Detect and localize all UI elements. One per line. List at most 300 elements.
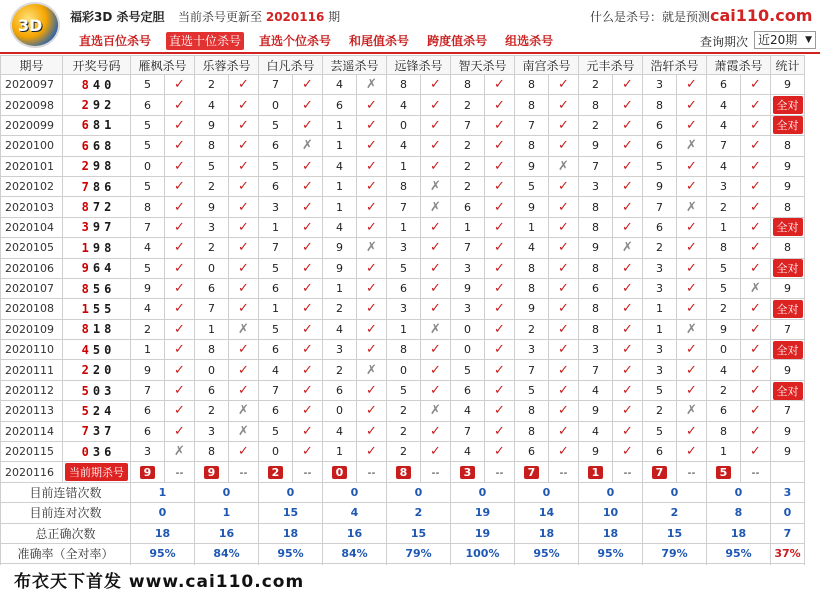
pick-cell: 1 <box>643 299 677 319</box>
issue-cell: 2020105 <box>1 238 63 258</box>
pick-cell: 9 <box>579 442 613 462</box>
pick-cell: 8 <box>387 176 421 196</box>
tab-5[interactable]: 组选杀号 <box>505 34 554 48</box>
pick-cell: 4 <box>387 136 421 156</box>
pick-cell: 4 <box>323 217 357 237</box>
pick-cell: 2 <box>387 421 421 441</box>
check-icon: ✓ <box>293 421 323 441</box>
draw-digit: 5 <box>92 342 101 357</box>
table-row <box>1 75 805 95</box>
check-icon: ✓ <box>421 340 451 360</box>
check-icon: ✓ <box>229 156 259 176</box>
stats-row <box>1 523 805 543</box>
draw-digit: 9 <box>92 159 101 174</box>
check-icon: ✓ <box>613 197 643 217</box>
current-pick-cell <box>131 462 165 482</box>
check-icon: ✓ <box>485 115 515 135</box>
stats-label: 目前连错次数 <box>1 482 131 502</box>
pick-cell: 3 <box>643 75 677 95</box>
pick-cell: 5 <box>643 156 677 176</box>
pick-cell: 7 <box>131 217 165 237</box>
logo <box>10 2 60 48</box>
check-icon: ✓ <box>357 176 387 196</box>
pick-cell: 4 <box>323 156 357 176</box>
column-header: 远锋杀号 <box>387 56 451 75</box>
stats-value: 0 <box>515 482 579 502</box>
draw-digit: 2 <box>92 363 101 378</box>
table-row <box>1 217 805 237</box>
query-label: 查询期次 <box>700 35 749 49</box>
check-icon: ✓ <box>421 278 451 298</box>
table-row <box>1 156 805 176</box>
pick-cell: 2 <box>195 238 229 258</box>
stats-value: 0 <box>451 482 515 502</box>
draw-digit: 1 <box>92 322 101 337</box>
check-icon: ✓ <box>229 115 259 135</box>
draw-digit: 3 <box>104 383 112 398</box>
pick-cell: 4 <box>707 115 741 135</box>
page-header <box>0 0 820 54</box>
pick-cell: 7 <box>515 115 549 135</box>
draw-cell <box>63 176 131 196</box>
dash-cell: -- <box>165 462 195 482</box>
stats-value: 95% <box>515 543 579 563</box>
pick-cell: 2 <box>451 156 485 176</box>
check-icon: ✓ <box>677 238 707 258</box>
stat-cell <box>771 156 805 176</box>
check-icon: ✓ <box>293 340 323 360</box>
stat-value: 9 <box>784 282 791 296</box>
cross-icon: ✗ <box>421 176 451 196</box>
stats-value: 0 <box>259 482 323 502</box>
pick-cell: 8 <box>387 340 421 360</box>
pick-cell: 1 <box>707 442 741 462</box>
pick-cell: 1 <box>259 217 293 237</box>
draw-cell <box>63 75 131 95</box>
check-icon: ✓ <box>741 75 771 95</box>
check-icon: ✓ <box>229 217 259 237</box>
stat-value: 9 <box>784 78 791 92</box>
draw-digit: 0 <box>92 383 101 398</box>
pick-cell: 5 <box>259 115 293 135</box>
pick-cell: 2 <box>131 319 165 339</box>
check-icon: ✓ <box>741 299 771 319</box>
pick-cell: 3 <box>643 258 677 278</box>
current-pick-cell <box>515 462 549 482</box>
check-icon: ✓ <box>165 380 195 400</box>
check-icon: ✓ <box>677 340 707 360</box>
check-icon: ✓ <box>357 340 387 360</box>
pick-cell: 2 <box>707 197 741 217</box>
stats-value: 18 <box>579 523 643 543</box>
pick-cell: 1 <box>451 217 485 237</box>
table-row <box>1 115 805 135</box>
check-icon: ✓ <box>485 278 515 298</box>
stats-value: 2 <box>387 503 451 523</box>
draw-cell <box>63 421 131 441</box>
pick-cell: 9 <box>707 319 741 339</box>
stats-value: 95% <box>131 543 195 563</box>
stat-cell <box>771 278 805 298</box>
pick-cell: 0 <box>387 115 421 135</box>
pick-cell: 8 <box>195 340 229 360</box>
cross-icon: ✗ <box>165 442 195 462</box>
pick-cell: 8 <box>515 401 549 421</box>
pick-cell: 1 <box>323 115 357 135</box>
help-link[interactable] <box>590 6 812 25</box>
pick-cell: 1 <box>131 340 165 360</box>
table-row <box>1 136 805 156</box>
check-icon: ✓ <box>485 340 515 360</box>
pick-cell: 3 <box>195 217 229 237</box>
pick-cell: 2 <box>451 95 485 115</box>
column-header: 元丰杀号 <box>579 56 643 75</box>
pick-cell: 8 <box>131 197 165 217</box>
stat-cell <box>771 136 805 156</box>
column-header: 智天杀号 <box>451 56 515 75</box>
issue-cell: 2020101 <box>1 156 63 176</box>
draw-digit: 6 <box>104 281 112 296</box>
stats-value: 0 <box>387 482 451 502</box>
check-icon: ✓ <box>549 95 579 115</box>
stats-value: 0 <box>195 482 259 502</box>
current-pick-cell <box>707 462 741 482</box>
pick-cell: 4 <box>451 442 485 462</box>
check-icon: ✓ <box>485 238 515 258</box>
tab-0[interactable]: 直选百位杀号 <box>79 34 152 48</box>
check-icon: ✓ <box>421 442 451 462</box>
stat-value: 全对 <box>773 116 803 134</box>
pick-cell: 6 <box>323 95 357 115</box>
check-icon: ✓ <box>357 278 387 298</box>
check-icon: ✓ <box>357 197 387 217</box>
pick-cell: 9 <box>515 197 549 217</box>
table-header-row <box>1 56 805 75</box>
check-icon: ✓ <box>357 401 387 421</box>
table-row <box>1 340 805 360</box>
pick-cell: 6 <box>259 136 293 156</box>
pick-cell: 1 <box>643 319 677 339</box>
draw-digit: 7 <box>104 220 112 235</box>
pick-cell: 3 <box>131 442 165 462</box>
check-icon: ✓ <box>421 380 451 400</box>
pick-cell: 1 <box>323 136 357 156</box>
issue-cell: 2020099 <box>1 115 63 135</box>
draw-digit: 8 <box>104 240 112 255</box>
pick-cell: 6 <box>643 442 677 462</box>
check-icon: ✓ <box>165 421 195 441</box>
pick-cell: 6 <box>131 421 165 441</box>
pick-cell: 4 <box>323 319 357 339</box>
draw-digit: 7 <box>81 179 89 194</box>
current-label-cell <box>63 462 131 482</box>
draw-digit: 9 <box>92 220 101 235</box>
check-icon: ✓ <box>357 258 387 278</box>
cross-icon: ✗ <box>677 136 707 156</box>
pick-cell: 1 <box>323 176 357 196</box>
cross-icon: ✗ <box>741 278 771 298</box>
check-icon: ✓ <box>677 115 707 135</box>
tab-3[interactable]: 和尾值杀号 <box>349 34 410 48</box>
check-icon: ✓ <box>741 340 771 360</box>
column-header: 开奖号码 <box>63 56 131 75</box>
check-icon: ✓ <box>293 299 323 319</box>
current-pick-cell <box>579 462 613 482</box>
draw-digit: 1 <box>81 240 89 255</box>
table-row <box>1 258 805 278</box>
pick-cell: 4 <box>131 299 165 319</box>
check-icon: ✓ <box>229 380 259 400</box>
pick-cell: 9 <box>323 258 357 278</box>
tab-4[interactable]: 跨度值杀号 <box>427 34 488 48</box>
check-icon: ✓ <box>357 156 387 176</box>
check-icon: ✓ <box>229 340 259 360</box>
check-icon: ✓ <box>613 75 643 95</box>
pick-cell: 6 <box>451 380 485 400</box>
current-label: 当前期杀号 <box>65 463 128 481</box>
check-icon: ✓ <box>485 299 515 319</box>
issue-cell: 2020109 <box>1 319 63 339</box>
pick-cell: 8 <box>195 136 229 156</box>
period-select[interactable] <box>754 31 816 49</box>
stats-row <box>1 482 805 502</box>
pick-cell: 5 <box>387 380 421 400</box>
pick-cell: 6 <box>643 115 677 135</box>
pick-cell: 5 <box>707 278 741 298</box>
pick-cell: 3 <box>515 340 549 360</box>
pick-cell: 8 <box>579 299 613 319</box>
pick-cell: 8 <box>579 95 613 115</box>
pick-cell: 2 <box>707 299 741 319</box>
stats-value: 84% <box>195 543 259 563</box>
stat-value: 9 <box>784 180 791 194</box>
check-icon: ✓ <box>421 75 451 95</box>
pick-cell: 5 <box>131 258 165 278</box>
draw-digit: 5 <box>92 281 101 296</box>
stats-value: 1 <box>195 503 259 523</box>
pick-cell: 3 <box>259 197 293 217</box>
issue-cell: 2020107 <box>1 278 63 298</box>
check-icon: ✓ <box>677 299 707 319</box>
draw-digit: 2 <box>81 98 89 113</box>
table-row <box>1 197 805 217</box>
cross-icon: ✗ <box>229 421 259 441</box>
table-row <box>1 360 805 380</box>
tab-2[interactable]: 直选个位杀号 <box>259 34 332 48</box>
stats-value: 79% <box>387 543 451 563</box>
issue-cell: 2020097 <box>1 75 63 95</box>
pick-cell: 6 <box>579 278 613 298</box>
stats-value: 0 <box>579 482 643 502</box>
cross-icon: ✗ <box>677 401 707 421</box>
pick-cell: 6 <box>259 340 293 360</box>
check-icon: ✓ <box>613 156 643 176</box>
pick-cell: 7 <box>259 238 293 258</box>
check-icon: ✓ <box>165 401 195 421</box>
pick-cell: 8 <box>515 421 549 441</box>
cross-icon: ✗ <box>677 197 707 217</box>
check-icon: ✓ <box>741 115 771 135</box>
pick-cell: 8 <box>579 197 613 217</box>
draw-cell <box>63 95 131 115</box>
stat-value: 7 <box>784 322 791 336</box>
draw-digit: 5 <box>81 403 89 418</box>
draw-digit: 0 <box>104 77 112 92</box>
draw-digit: 0 <box>81 444 89 459</box>
draw-digit: 6 <box>92 261 101 276</box>
pick-cell: 2 <box>579 115 613 135</box>
draw-digit: 2 <box>104 98 112 113</box>
dash-cell: -- <box>357 462 387 482</box>
update-issue: 2020116 <box>265 10 325 24</box>
check-icon: ✓ <box>485 380 515 400</box>
stats-value: 18 <box>131 523 195 543</box>
check-icon: ✓ <box>165 319 195 339</box>
check-icon: ✓ <box>293 238 323 258</box>
issue-cell: 2020111 <box>1 360 63 380</box>
current-pick-cell <box>323 462 357 482</box>
stats-value: 8 <box>707 503 771 523</box>
update-info <box>178 8 340 25</box>
check-icon: ✓ <box>741 156 771 176</box>
pick-cell: 5 <box>643 421 677 441</box>
pick-cell: 2 <box>195 401 229 421</box>
pick-cell: 6 <box>451 197 485 217</box>
pick-cell: 5 <box>195 156 229 176</box>
draw-digit: 5 <box>104 301 112 316</box>
pick-cell: 6 <box>707 75 741 95</box>
pick-cell: 5 <box>387 258 421 278</box>
kill-number-table <box>0 55 820 565</box>
pick-cell: 4 <box>451 401 485 421</box>
current-issue: 2020116 <box>1 462 63 482</box>
pick-cell: 9 <box>131 360 165 380</box>
pick-cell: 6 <box>643 136 677 156</box>
draw-cell <box>63 217 131 237</box>
draw-digit: 4 <box>92 77 101 92</box>
pick-cell: 7 <box>579 360 613 380</box>
stats-label: 准确率（全对率） <box>1 543 131 563</box>
check-icon: ✓ <box>677 75 707 95</box>
check-icon: ✓ <box>549 136 579 156</box>
cross-icon: ✗ <box>613 238 643 258</box>
check-icon: ✓ <box>229 278 259 298</box>
draw-digit: 6 <box>104 179 112 194</box>
pick-cell: 4 <box>195 95 229 115</box>
cross-icon: ✗ <box>293 136 323 156</box>
stat-value: 全对 <box>773 300 803 318</box>
current-pick-cell <box>259 462 293 482</box>
check-icon: ✓ <box>229 176 259 196</box>
pick-cell: 2 <box>451 176 485 196</box>
stats-value: 3 <box>771 482 805 502</box>
check-icon: ✓ <box>229 197 259 217</box>
current-pick-cell <box>195 462 229 482</box>
cross-icon: ✗ <box>357 238 387 258</box>
check-icon: ✓ <box>485 136 515 156</box>
stats-value: 100% <box>451 543 515 563</box>
draw-digit: 8 <box>81 200 89 215</box>
draw-digit: 6 <box>92 138 101 153</box>
tab-1[interactable]: 直选十位杀号 <box>166 32 244 50</box>
pick-cell: 9 <box>195 115 229 135</box>
stats-value: 0 <box>707 482 771 502</box>
check-icon: ✓ <box>741 258 771 278</box>
pick-cell: 9 <box>323 238 357 258</box>
pick-cell: 9 <box>643 176 677 196</box>
check-icon: ✓ <box>485 95 515 115</box>
table-row <box>1 319 805 339</box>
table-row <box>1 380 805 400</box>
check-icon: ✓ <box>421 136 451 156</box>
pick-cell: 1 <box>387 319 421 339</box>
issue-cell: 2020104 <box>1 217 63 237</box>
draw-digit: 7 <box>81 424 89 439</box>
check-icon: ✓ <box>677 176 707 196</box>
pick-cell: 9 <box>515 299 549 319</box>
stat-value: 8 <box>784 139 791 153</box>
stats-value: 95% <box>707 543 771 563</box>
draw-digit: 4 <box>81 342 89 357</box>
pick-cell: 8 <box>515 278 549 298</box>
check-icon: ✓ <box>293 115 323 135</box>
stats-value: 7 <box>771 523 805 543</box>
draw-digit: 2 <box>104 200 112 215</box>
pick-cell: 6 <box>515 442 549 462</box>
check-icon: ✓ <box>293 217 323 237</box>
pick-cell: 3 <box>579 176 613 196</box>
pick-cell: 4 <box>259 360 293 380</box>
check-icon: ✓ <box>485 217 515 237</box>
current-stat-cell <box>771 462 805 482</box>
check-icon: ✓ <box>549 319 579 339</box>
table-row <box>1 421 805 441</box>
pick-cell: 7 <box>195 299 229 319</box>
draw-cell <box>63 360 131 380</box>
check-icon: ✓ <box>229 95 259 115</box>
stat-value: 全对 <box>773 96 803 114</box>
column-header: 乐蓉杀号 <box>195 56 259 75</box>
stats-value: 1 <box>131 482 195 502</box>
pick-cell: 6 <box>643 217 677 237</box>
pick-cell: 0 <box>451 340 485 360</box>
check-icon: ✓ <box>613 360 643 380</box>
check-icon: ✓ <box>485 176 515 196</box>
draw-digit: 5 <box>92 301 101 316</box>
draw-digit: 6 <box>81 118 89 133</box>
check-icon: ✓ <box>549 278 579 298</box>
check-icon: ✓ <box>549 421 579 441</box>
pick-cell: 4 <box>323 75 357 95</box>
check-icon: ✓ <box>741 95 771 115</box>
check-icon: ✓ <box>165 115 195 135</box>
draw-cell <box>63 380 131 400</box>
pick-cell: 0 <box>387 360 421 380</box>
stats-value: 10 <box>579 503 643 523</box>
stats-value: 18 <box>515 523 579 543</box>
pick-cell: 3 <box>451 299 485 319</box>
draw-digit: 6 <box>81 138 89 153</box>
check-icon: ✓ <box>293 258 323 278</box>
pick-cell: 2 <box>643 401 677 421</box>
stat-cell <box>771 238 805 258</box>
draw-cell <box>63 115 131 135</box>
pick-cell: 9 <box>579 401 613 421</box>
pick-cell: 5 <box>515 380 549 400</box>
pick-cell: 5 <box>259 258 293 278</box>
pick-cell: 7 <box>515 360 549 380</box>
draw-cell <box>63 319 131 339</box>
